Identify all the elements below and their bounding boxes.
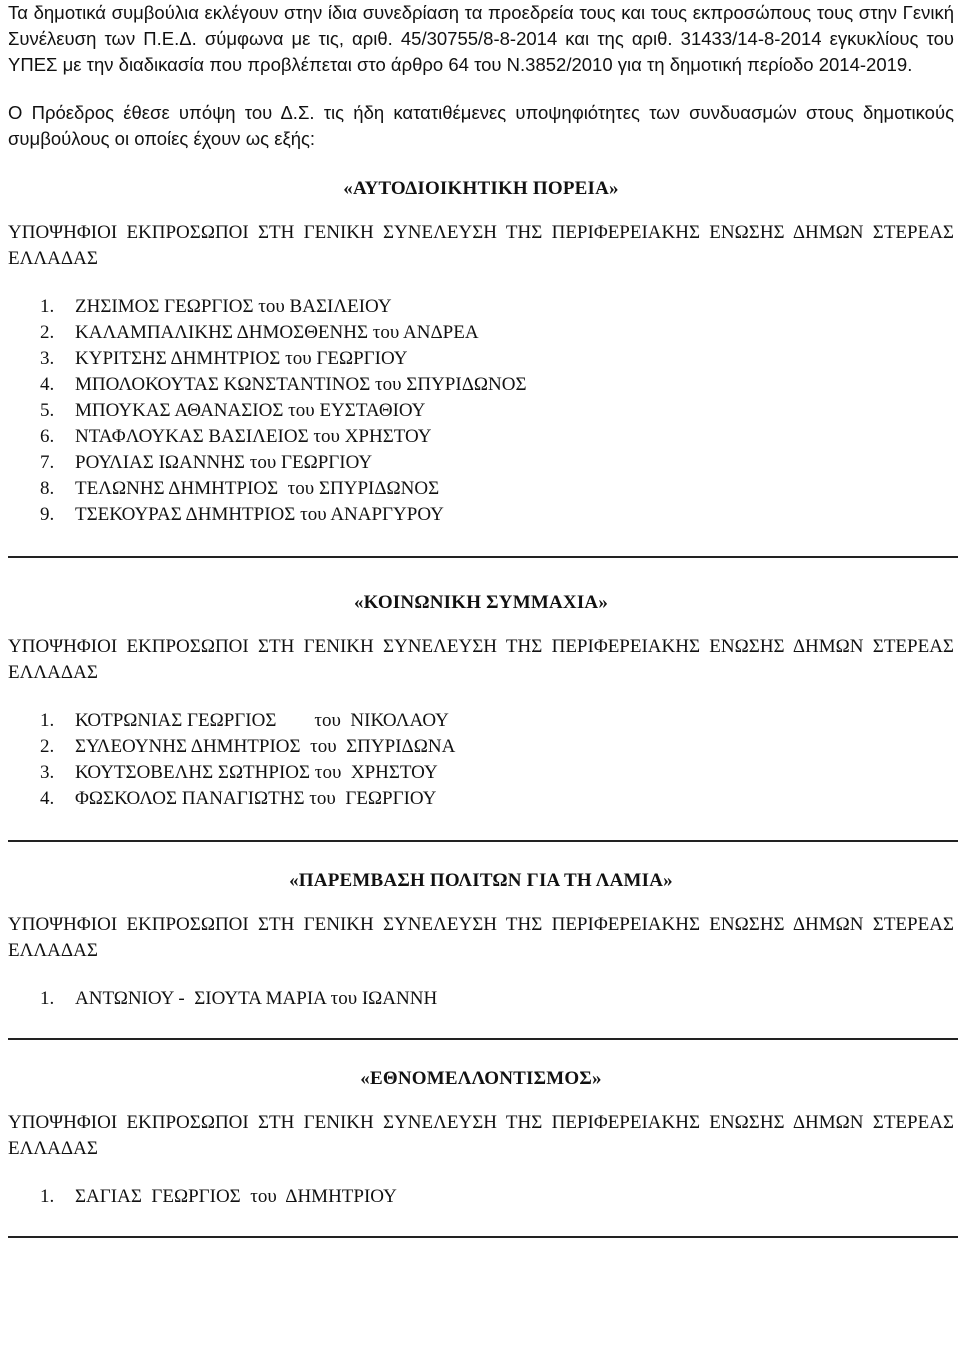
candidate-item <box>8 986 954 1012</box>
candidate-name: ΤΕΛΩΝΗΣ ΔΗΜΗΤΡΙΟΣ του ΣΠΥΡΙΔΩΝΟΣ <box>75 478 440 499</box>
faction-section <box>8 590 954 812</box>
candidate-name: ΤΣΕΚΟΥΡΑΣ ΔΗΜΗΤΡΙΟΣ του ΑΝΑΡΓΥΡΟΥ <box>75 504 444 525</box>
candidate-name: ΦΩΣΚΟΛΟΣ ΠΑΝΑΓΙΩΤΗΣ του ΓΕΩΡΓΙΟΥ <box>75 788 437 809</box>
candidate-number: 2. <box>40 736 55 757</box>
candidate-number: 4. <box>40 788 55 809</box>
candidate-number: 8. <box>40 478 55 499</box>
faction-title: «ΠΑΡΕΜΒΑΣΗ ΠΟΛΙΤΩΝ ΓΙΑ ΤΗ ΛΑΜΙΑ» <box>289 870 673 891</box>
faction-section <box>8 1066 954 1210</box>
candidate-number: 1. <box>40 296 55 317</box>
faction-section <box>8 176 954 528</box>
faction-title: «ΕΘΝΟΜΕΛΛΟΝΤΙΣΜΟΣ» <box>360 1068 602 1089</box>
candidate-number: 4. <box>40 374 55 395</box>
candidate-number: 7. <box>40 452 55 473</box>
candidate-item <box>8 786 954 812</box>
candidate-name: ΜΠΟΥΚΑΣ ΑΘΑΝΑΣΙΟΣ του ΕΥΣΤΑΘΙΟΥ <box>75 400 426 421</box>
candidate-list <box>8 986 954 1012</box>
section-divider <box>8 556 958 558</box>
candidate-number: 1. <box>40 988 55 1009</box>
candidate-number: 3. <box>40 348 55 369</box>
section-divider <box>8 1236 958 1238</box>
candidate-name: ΚΑΛΑΜΠΑΛΙΚΗΣ ΔΗΜΟΣΘΕΝΗΣ του ΑΝΔΡΕΑ <box>75 322 479 343</box>
candidate-number: 9. <box>40 504 55 525</box>
candidate-number: 2. <box>40 322 55 343</box>
candidate-list <box>8 294 954 528</box>
intro-paragraph-elections: Τα δημοτικά συμβούλια εκλέγουν στην ίδια συνεδρίαση τα προεδρεία τους και τους εκπροσώπους τους στην Γενική Συνέλευση των Π.Ε.Δ. σύμφωνα με τις, αριθ. 45/30755/8-8-2014 και της αριθ. 31433/14-8-2014 εγκυκλίους του ΥΠΕΣ με την διαδικασία που προβλέπεται στο άρθρο 64 του Ν.3852/2010 για τη δημοτική περίοδο 2014-2019. <box>8 2 954 75</box>
candidate-name: ΑΝΤΩΝΙΟΥ - ΣΙΟΥΤΑ ΜΑΡΙΑ του ΙΩΑΝΝΗ <box>75 988 438 1009</box>
candidate-item <box>8 502 954 528</box>
candidates-heading: ΥΠΟΨΗΦΙΟΙ ΕΚΠΡΟΣΩΠΟΙ ΣΤΗ ΓΕΝΙΚΗ ΣΥΝΕΛΕΥΣΗ ΤΗΣ ΠΕΡΙΦΕΡΕΙΑΚΗΣ ΕΝΩΣΗΣ ΔΗΜΩΝ ΣΤΕΡΕΑΣ ΕΛΛΑΔΑΣ <box>8 222 954 269</box>
candidate-name: ΚΥΡΙΤΣΗΣ ΔΗΜΗΤΡΙΟΣ του ΓΕΩΡΓΙΟΥ <box>75 348 408 369</box>
faction-section <box>8 868 954 1012</box>
candidate-name: ΚΟΥΤΣΟΒΕΛΗΣ ΣΩΤΗΡΙΟΣ του ΧΡΗΣΤΟΥ <box>75 762 438 783</box>
document-page <box>8 0 954 1238</box>
candidate-list <box>8 708 954 812</box>
candidate-list <box>8 1184 954 1210</box>
candidate-number: 6. <box>40 426 55 447</box>
candidate-name: ΚΟΤΡΩΝΙΑΣ ΓΕΩΡΓΙΟΣ του ΝΙΚΟΛΑΟΥ <box>75 710 449 731</box>
candidate-number: 1. <box>40 1186 55 1207</box>
candidates-heading: ΥΠΟΨΗΦΙΟΙ ΕΚΠΡΟΣΩΠΟΙ ΣΤΗ ΓΕΝΙΚΗ ΣΥΝΕΛΕΥΣΗ ΤΗΣ ΠΕΡΙΦΕΡΕΙΑΚΗΣ ΕΝΩΣΗΣ ΔΗΜΩΝ ΣΤΕΡΕΑΣ ΕΛΛΑΔΑΣ <box>8 1112 954 1159</box>
candidate-number: 5. <box>40 400 55 421</box>
candidate-item <box>8 372 954 398</box>
faction-title: «ΚΟΙΝΩΝΙΚΗ ΣΥΜΜΑΧΙΑ» <box>353 592 609 613</box>
intro-paragraph-candidacies: Ο Πρόεδρος έθεσε υπόψη του Δ.Σ. τις ήδη κατατιθέμενες υποψηφιότητες των συνδυασμών στους δημοτικούς συμβούλους οι οποίες έχουν ως εξής: <box>8 102 954 149</box>
candidate-name: ΡΟΥΛΙΑΣ ΙΩΑΝΝΗΣ του ΓΕΩΡΓΙΟΥ <box>75 452 373 473</box>
candidate-number: 3. <box>40 762 55 783</box>
candidate-item <box>8 708 954 734</box>
candidate-item <box>8 424 954 450</box>
section-divider <box>8 840 958 842</box>
candidate-number: 1. <box>40 710 55 731</box>
candidate-item <box>8 734 954 760</box>
candidate-name: ΝΤΑΦΛΟΥΚΑΣ ΒΑΣΙΛΕΙΟΣ του ΧΡΗΣΤΟΥ <box>75 426 432 447</box>
candidates-heading: ΥΠΟΨΗΦΙΟΙ ΕΚΠΡΟΣΩΠΟΙ ΣΤΗ ΓΕΝΙΚΗ ΣΥΝΕΛΕΥΣΗ ΤΗΣ ΠΕΡΙΦΕΡΕΙΑΚΗΣ ΕΝΩΣΗΣ ΔΗΜΩΝ ΣΤΕΡΕΑΣ ΕΛΛΑΔΑΣ <box>8 636 954 683</box>
candidate-item <box>8 1184 954 1210</box>
candidates-heading: ΥΠΟΨΗΦΙΟΙ ΕΚΠΡΟΣΩΠΟΙ ΣΤΗ ΓΕΝΙΚΗ ΣΥΝΕΛΕΥΣΗ ΤΗΣ ΠΕΡΙΦΕΡΕΙΑΚΗΣ ΕΝΩΣΗΣ ΔΗΜΩΝ ΣΤΕΡΕΑΣ ΕΛΛΑΔΑΣ <box>8 914 954 961</box>
candidate-name: ΖΗΣΙΜΟΣ ΓΕΩΡΓΙΟΣ του ΒΑΣΙΛΕΙΟΥ <box>75 296 392 317</box>
faction-title: «ΑΥΤΟΔΙΟΙΚΗΤΙΚΗ ΠΟΡΕΙΑ» <box>343 178 619 199</box>
candidate-item <box>8 760 954 786</box>
candidate-name: ΣΑΓΙΑΣ ΓΕΩΡΓΙΟΣ του ΔΗΜΗΤΡΙΟΥ <box>75 1186 397 1207</box>
candidate-item <box>8 450 954 476</box>
candidate-name: ΜΠΟΛΟΚΟΥΤΑΣ ΚΩΝΣΤΑΝΤΙΝΟΣ του ΣΠΥΡΙΔΩΝΟΣ <box>75 374 527 395</box>
candidate-item <box>8 320 954 346</box>
candidate-item <box>8 294 954 320</box>
candidate-name: ΣΥΛΕΟΥΝΗΣ ΔΗΜΗΤΡΙΟΣ του ΣΠΥΡΙΔΩΝΑ <box>75 736 456 757</box>
candidate-item <box>8 476 954 502</box>
candidate-item <box>8 398 954 424</box>
section-divider <box>8 1038 958 1040</box>
candidate-item <box>8 346 954 372</box>
